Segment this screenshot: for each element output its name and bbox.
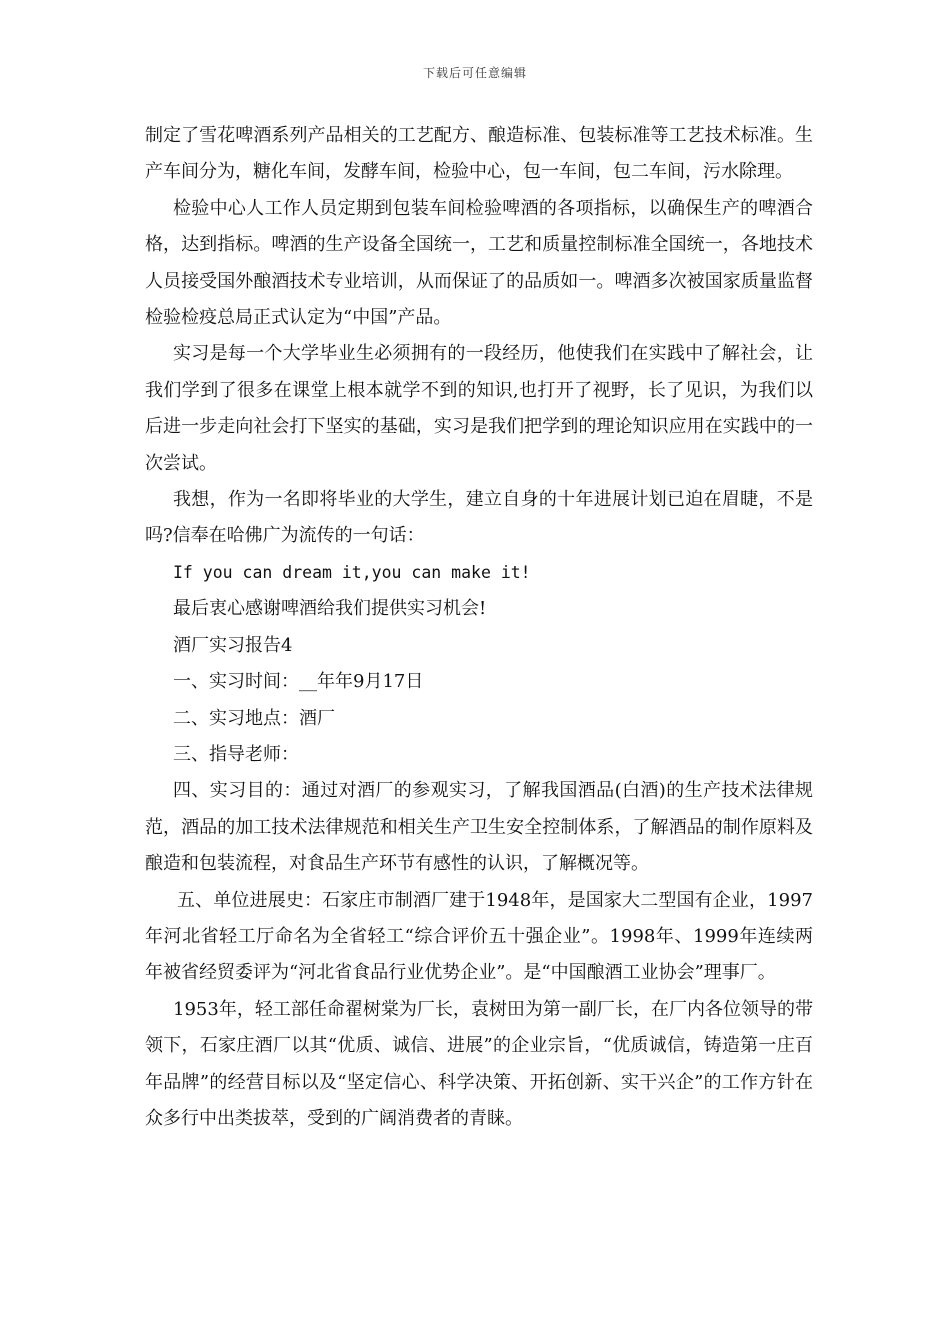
paragraph-process-standards: 制定了雪花啤酒系列产品相关的工艺配方、酿造标准、包装标准等工艺技术标准。生产车间分为，糖化车间，发酵车间，检验中心，包一车间，包二车间，污水除理。 xyxy=(145,125,813,183)
paragraph-internship-meaning: 实习是每一个大学毕业生必须拥有的一段经历，他使我们在实践中了解社会，让我们学到了很多在课堂上根本就学不到的知识,也打开了视野，长了见识，为我们以后进一步走向社会打下坚实的基础，实习是我们把学到的理论知识应用在实践中的一次尝试。 xyxy=(145,343,813,474)
paragraph-1953-history: 1953年，轻工部任命翟树棠为厂长，袁树田为第一副厂长，在厂内各位领导的带领下，石家庄酒厂以其“优质、诚信、进展”的企业宗旨，“优质诚信，铸造第一庄百年品牌”的经营目标以及“坚定信心、科学决策、开拓创新、实干兴企”的工作方针在众多行中出类拔萃，受到的广阔消费者的青睐。 xyxy=(145,998,813,1129)
item-instructor: 三、指导老师： xyxy=(173,743,299,765)
page-header-note: 下载后可任意编辑 xyxy=(422,66,527,80)
item-company-history: 五、单位进展史：石家庄市制酒厂建于1948年，是国家大二型国有企业，1997年河北省轻工厅命名为全省轻工“综合评价五十强企业”。1998年、1999年连续两年被省经贸委评为“河北省食品行业优势企业”。是“中国酿酒工业协会”理事厂。 xyxy=(145,889,813,984)
item-internship-purpose: 四、实习目的：通过对酒厂的参观实习，了解我国酒品(白酒)的生产技术法律规范，酒品的加工技术法律规范和相关生产卫生安全控制体系，了解酒品的制作原料及酿造和包装流程，对食品生产环节有感性的认识，了解概况等。 xyxy=(145,780,813,875)
document-body xyxy=(145,118,813,1137)
item-internship-location: 二、实习地点：酒厂 xyxy=(173,707,335,729)
section-title-report-4: 酒厂实习报告4 xyxy=(173,634,293,656)
paragraph-ten-year-plan: 我想，作为一名即将毕业的大学生，建立自身的十年进展计划已迫在眉睫，不是吗?信奉在哈佛广为流传的一句话： xyxy=(145,489,813,547)
paragraph-thanks: 最后衷心感谢啤酒给我们提供实习机会! xyxy=(173,598,487,620)
paragraph-inspection-center: 检验中心人工作人员定期到包装车间检验啤酒的各项指标，以确保生产的啤酒合格，达到指标。啤酒的生产设备全国统一，工艺和质量控制标准全国统一，各地技术人员接受国外酿酒技术专业培训，从而保证了的品质如一。啤酒多次被国家质量监督检验检疫总局正式认定为“中国”产品。 xyxy=(145,197,813,329)
item-internship-time: 一、实习时间：__年年9月17日 xyxy=(173,671,424,693)
paragraph-quote-english: If you can dream it,you can make it! xyxy=(173,562,531,582)
